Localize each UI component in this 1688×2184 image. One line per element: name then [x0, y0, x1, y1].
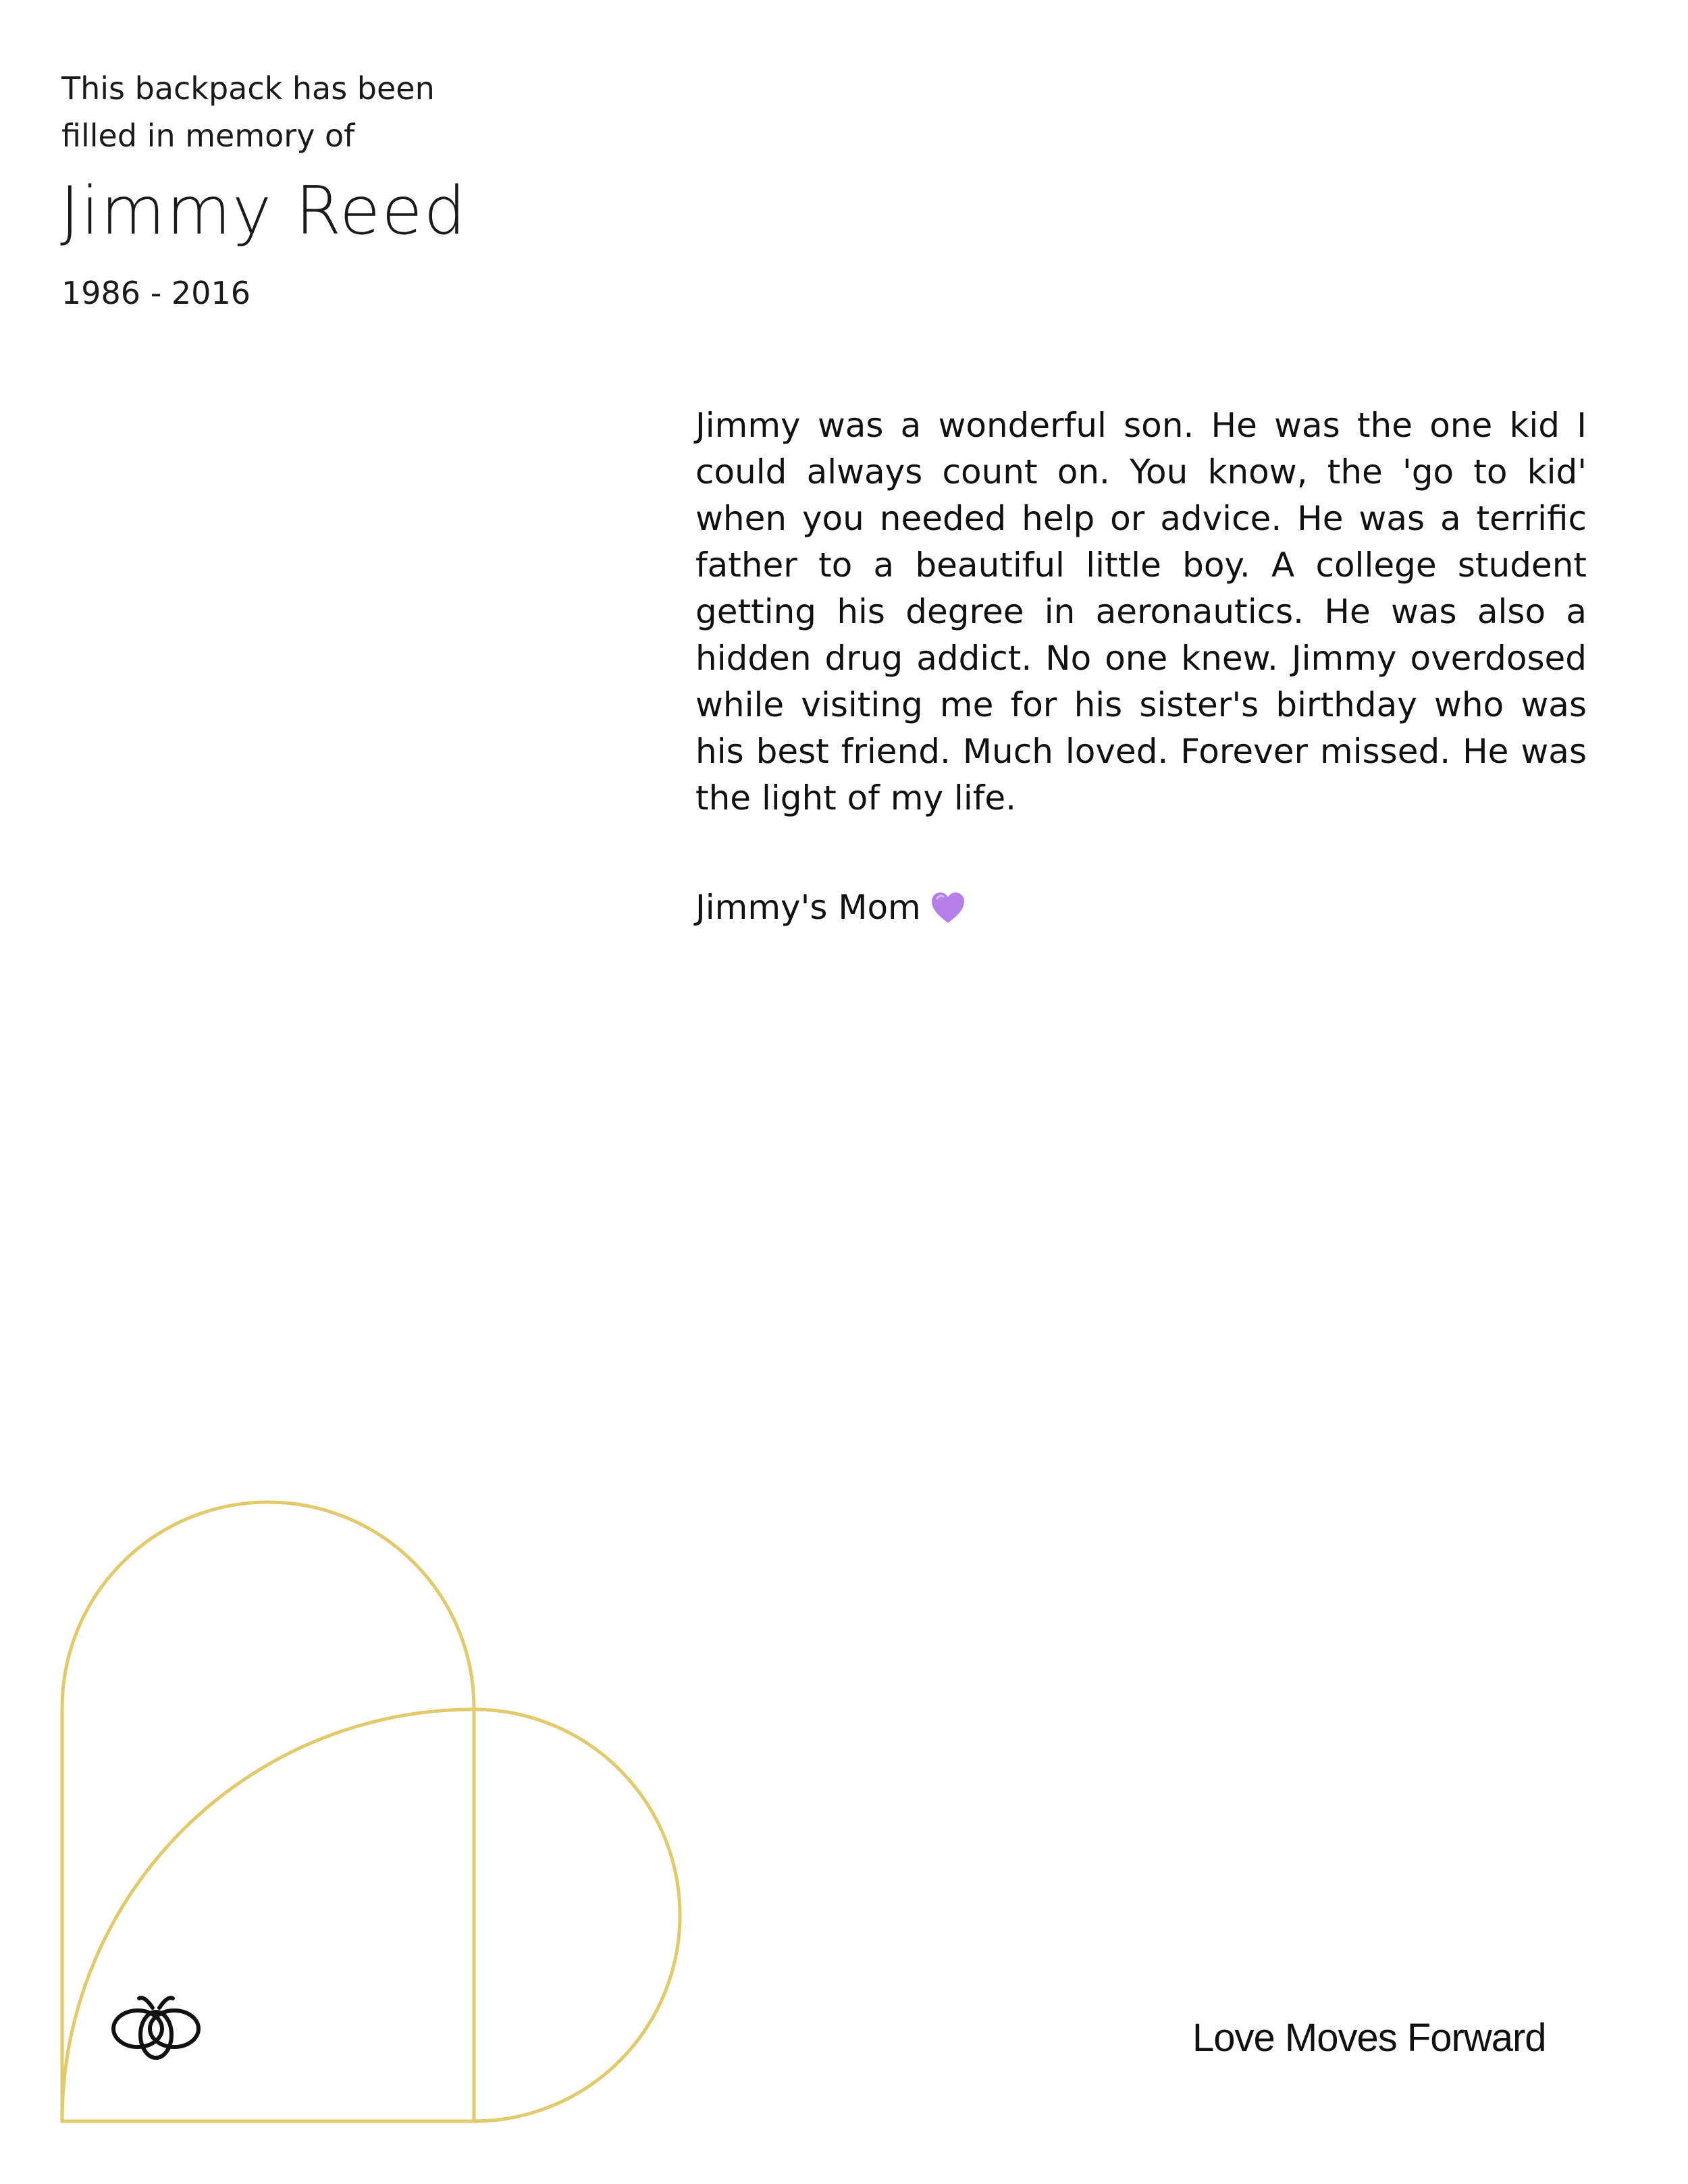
heart-right-lobe [62, 1709, 680, 2121]
purple-heart-icon [930, 892, 966, 924]
signature-text: Jimmy's Mom [695, 888, 921, 927]
bee-icon [113, 1998, 199, 2058]
heart-left-lobe [62, 1502, 474, 2121]
memorial-name: Jimmy Reed [60, 173, 467, 250]
tribute-text: Jimmy was a wonderful son. He was the one kid I could always count on. You know, the 'go to kid' when you needed help or advice. He was a terrific father to a beautiful little boy. A college student getting his degree in aeronautics. He was also a hidden drug addict. No one knew. Jimmy overdosed while visiting me for his sister's birthday who was his best friend. Much loved. Forever missed. He was the light of my life. [695, 406, 1587, 818]
intro-line-1: This backpack has been [61, 70, 435, 107]
tagline: Love Moves Forward [1192, 2016, 1546, 2060]
intro-text [61, 65, 480, 159]
heart-outline-shape [62, 1502, 680, 2121]
intro-line-2: filled in memory of [61, 117, 355, 154]
memorial-years: 1986 - 2016 [61, 275, 250, 311]
signature [695, 884, 966, 931]
